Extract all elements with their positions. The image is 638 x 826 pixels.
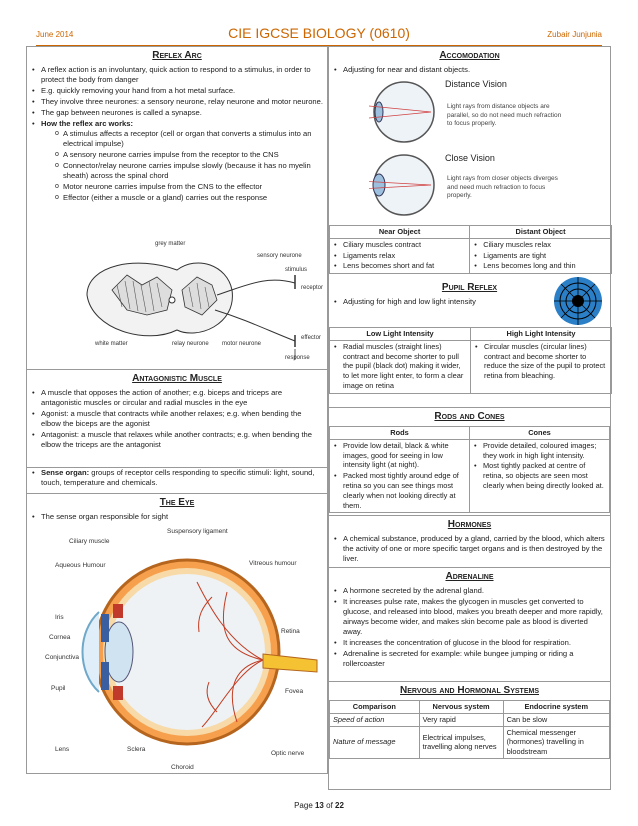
header-date: June 2014 xyxy=(36,30,74,39)
label-cornea: Cornea xyxy=(49,634,71,641)
label-white-matter: white matter xyxy=(95,341,128,347)
list-item: • Sense organ: groups of receptor cells responding to specific stimuli: light, sound, touch, temperature and chemicals. xyxy=(31,468,323,488)
accommodation-bullets xyxy=(329,65,610,75)
label-grey-matter: grey matter xyxy=(155,241,186,247)
label-retina: Retina xyxy=(281,628,300,635)
accommodation-diagram xyxy=(369,77,569,227)
reflex-arc-section xyxy=(27,47,327,369)
hormones-section xyxy=(329,515,610,567)
left-column xyxy=(26,46,328,774)
hormones-title: Hormones xyxy=(447,519,492,530)
distance-vision-label: Distance Vision xyxy=(445,79,507,89)
label-suspensory-ligament: Suspensory ligament xyxy=(167,528,228,535)
list-item: • Antagonist: a muscle that relaxes while another contracts; e.g. when bending the elbow the triceps are the antagonist xyxy=(31,430,323,450)
table-row: Nature of message Electrical impulses, travelling along nerves Chemical messenger (hormones) travelling in bloodstream xyxy=(330,726,610,758)
hormones-bullets xyxy=(329,534,610,564)
systems-section xyxy=(329,681,610,791)
eye-title: The Eye xyxy=(159,497,195,508)
header-title: CIE IGCSE BIOLOGY (0610) xyxy=(228,25,410,41)
list-item: • Adjusting for high and low light intensity xyxy=(333,297,606,307)
rods-cones-title: Rods and Cones xyxy=(434,411,505,422)
page-number: 13 xyxy=(314,801,324,811)
list-item: o A sensory neurone carries impulse from the receptor to the CNS xyxy=(55,150,323,160)
page-header xyxy=(36,24,602,46)
label-effector: effector xyxy=(301,335,321,341)
accommodation-title: Accomodation xyxy=(439,50,500,61)
antagonistic-section xyxy=(27,369,327,467)
list-item: • The gap between neurones is called a synapse. xyxy=(31,108,323,118)
page-footer: Page 13 of 22 xyxy=(294,801,344,811)
distance-vision-note: Light rays from distance objects are parallel, so do not need much refraction to focus properly. xyxy=(447,103,562,128)
table-row: • Provide low detail, black & white images, good for seeing in low intensity light (at night). • Packed most tightly around edge of retina so you can see things most clearly when not looking directly at them. • Provide detailed, coloured images; they work in high light intensity. • Most tightly packed at centre of retina, so objects are seen most clearly when being directly looked at. xyxy=(330,439,610,512)
label-fovea: Fovea xyxy=(285,688,304,695)
list-item: • E.g. quickly removing your hand from a hot metal surface. xyxy=(31,86,323,96)
accommodation-table: Near Object Distant Object • Ciliary muscles contract • Ligaments relax • Lens becomes short and fat • Ciliary muscles relax • Ligaments are tight • Lens becomes long and thin xyxy=(329,225,612,274)
list-item: • It increases the concentration of glucose in the blood for respiration. xyxy=(333,638,606,648)
pupil-iris-icon xyxy=(552,275,604,327)
pupil-reflex-section xyxy=(329,279,610,407)
label-sclera: Sclera xyxy=(127,746,146,753)
list-item: • A muscle that opposes the action of another; e.g. biceps and triceps are antagonistic muscles or circular and radial muscles in the eye xyxy=(31,388,323,408)
list-item: • It increases pulse rate, makes the glycogen in muscles get converted to glucose, and released into blood, makes you breath deeper and more rapidly, airways become wider, and makes skin become pale as blood is diverted away. xyxy=(333,597,606,637)
list-item: • A chemical substance, produced by a gland, carried by the blood, which alters the activity of one or more specific target organs and is then destroyed by the liver. xyxy=(333,534,606,564)
label-stimulus: stimulus xyxy=(285,267,308,273)
label-conjunctiva: Conjunctiva xyxy=(45,654,79,661)
list-item: o Connector/relay neurone carries impulse slowly (because it has no myelin sheath) across the spinal chord xyxy=(55,161,323,181)
rods-cones-section xyxy=(329,407,610,513)
table-row: • Radial muscles (straight lines) contract and become shorter to pull the pupil (black dot) making it wider, to let more light enter, to form a clear image on retina • Circular muscles (circular lines) contract and become shorter to reduce the size of the pupil to protect retina from bleaching. xyxy=(330,340,612,393)
sense-organ-section xyxy=(27,467,327,491)
table-row: • Ciliary muscles contract • Ligaments relax • Lens becomes short and fat • Ciliary muscles relax • Ligaments are tight • Lens becomes long and thin xyxy=(330,238,612,273)
reflex-arc-diagram xyxy=(67,241,327,365)
label-vitreous-humour: Vitreous humour xyxy=(249,560,297,567)
list-item: • A hormone secreted by the adrenal gland. xyxy=(333,586,606,596)
label-optic-nerve: Optic nerve xyxy=(271,750,305,757)
pupil-reflex-title: Pupil Reflex xyxy=(441,282,498,293)
eye-bullets xyxy=(27,512,327,522)
eye-section xyxy=(27,493,327,775)
reflex-arc-title: Reflex Arc xyxy=(152,50,202,61)
header-author: Zubair Junjunia xyxy=(547,30,602,39)
label-iris: Iris xyxy=(55,614,64,621)
label-response: response xyxy=(285,355,310,361)
systems-table: Comparison Nervous system Endocrine system Speed of action Very rapid Can be slow Nature of message Electrical impulses, travelling along nerves Chemical messenger (hormones) travelling in bloodstream xyxy=(329,700,610,759)
label-receptor: receptor xyxy=(301,285,324,291)
eye-diagram xyxy=(27,522,327,774)
list-item: • The sense organ responsible for sight xyxy=(31,512,323,522)
antagonistic-bullets xyxy=(27,388,327,450)
pupil-reflex-table: Low Light Intensity High Light Intensity • Radial muscles (straight lines) contract and become shorter to pull the pupil (black dot) making it wider, to let more light enter, to form a clear image on retina • Circular muscles (circular lines) contract and become shorter to reduce the size of the pupil to protect retina from bleaching. xyxy=(329,327,612,394)
label-aqueous-humour: Aqueous Humour xyxy=(55,562,106,569)
table-row: Speed of action Very rapid Can be slow xyxy=(330,713,610,726)
adrenaline-title: Adrenaline xyxy=(445,571,494,582)
adrenaline-section xyxy=(329,567,610,679)
close-vision-label: Close Vision xyxy=(445,153,495,163)
list-item: o A stimulus affects a receptor (cell or organ that converts a stimulus into an electrical impulse) xyxy=(55,129,323,149)
right-column xyxy=(328,46,611,790)
close-vision-note: Light rays from closer objects diverges and need much refraction to focus properly. xyxy=(447,175,558,200)
label-pupil: Pupil xyxy=(51,685,66,692)
list-item: • They involve three neurones: a sensory neurone, relay neurone and motor neurone. xyxy=(31,97,323,107)
reflex-bullets xyxy=(27,65,327,203)
accommodation-section xyxy=(329,47,610,281)
list-item: • Adrenaline is secreted for example: while bungee jumping or riding a rollercoaster xyxy=(333,649,606,669)
reflex-steps xyxy=(41,129,323,203)
label-sensory-neurone: sensory neurone xyxy=(257,253,302,259)
list-item: • Agonist: a muscle that contracts while another relaxes; e.g. when bending the elbow the biceps are the agonist xyxy=(31,409,323,429)
list-item: • A reflex action is an involuntary, quick action to respond to a stimulus, in order to protect the body from danger xyxy=(31,65,323,85)
list-item: • How the reflex arc works: o A stimulus affects a receptor (cell or organ that converts a stimulus into an electrical impulse) o A sensory neurone carries impulse from the receptor to the CNS o Connector/relay neurone carries impulse slowly (because it has no myelin sheath) across the spinal chord o Motor neurone carries impulse from the CNS to the effector o Effector (either a muscle or a gland) carries out the response xyxy=(31,119,323,203)
label-ciliary-muscle: Ciliary muscle xyxy=(69,538,110,545)
sense-bullets xyxy=(27,468,327,488)
page-total: 22 xyxy=(335,801,344,811)
systems-title: Nervous and Hormonal Systems xyxy=(400,685,539,696)
label-relay-neurone: relay neurone xyxy=(172,341,209,347)
list-item: o Effector (either a muscle or a gland) carries out the response xyxy=(55,193,323,203)
list-item: o Motor neurone carries impulse from the CNS to the effector xyxy=(55,182,323,192)
rods-cones-table: Rods Cones • Provide low detail, black & white images, good for seeing in low intensity light (at night). • Packed most tightly around edge of retina so you can see things most clearly when not looking directly at them. • Provide detailed, coloured images; they work in high light intensity. • Most tightly packed at centre of retina, so objects are seen most clearly when being directly looked at. xyxy=(329,426,610,513)
adrenaline-bullets xyxy=(329,586,610,669)
vision-diagrams xyxy=(369,77,569,227)
antagonistic-title: Antagonistic Muscle xyxy=(132,373,222,384)
label-lens: Lens xyxy=(55,746,70,753)
label-motor-neurone: motor neurone xyxy=(222,341,262,347)
label-choroid: Choroid xyxy=(171,764,194,771)
list-item: • Adjusting for near and distant objects. xyxy=(333,65,606,75)
